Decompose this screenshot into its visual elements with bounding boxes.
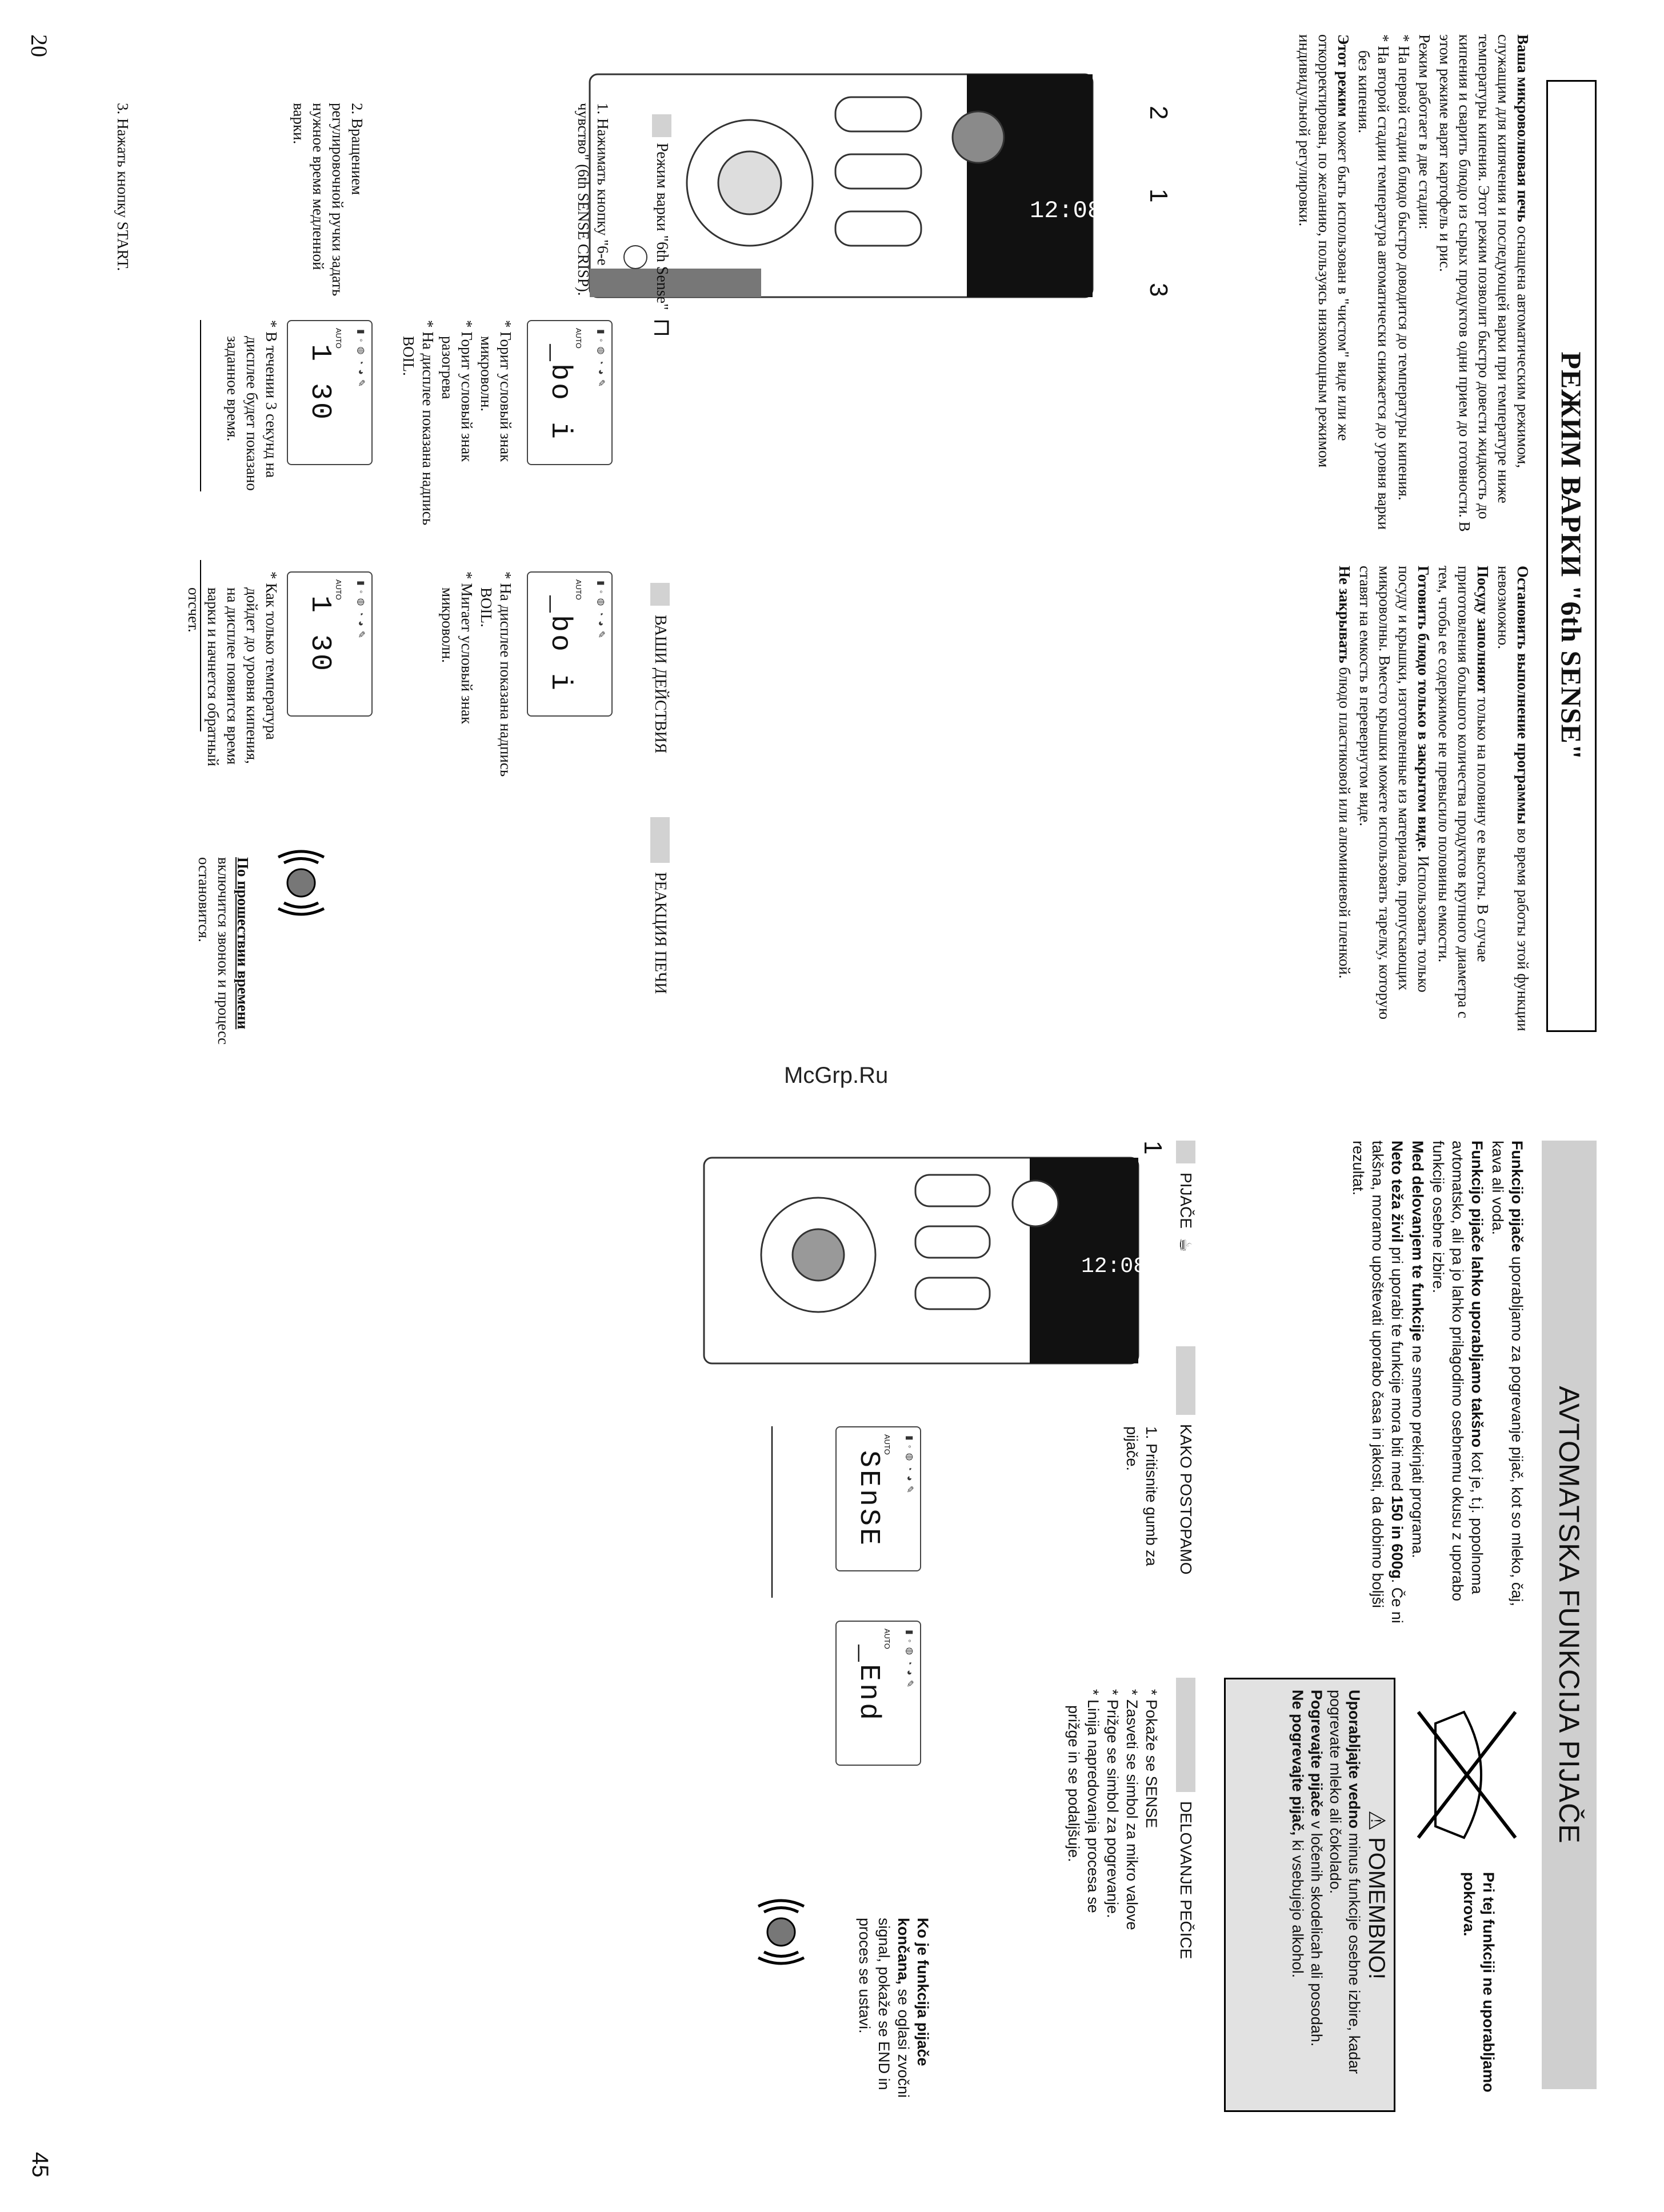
oven-display: 12:08 xyxy=(1030,197,1102,225)
page-right xyxy=(0,1106,1664,2212)
intro-text: Ваша микроволновая печь оснащена автоматическим режимом, служащим для кипячения и последующей варки при температуре ниже температуры кипения. Этот режим позволит быстро довести жидкость до кипения и сварить блюдо из сырых продуктов одни прием до готовности. В этом режиме варят картофель и рис. Режим работает в две стадии: * На первой стадии блюдо быстро доводится до температуры кипения. * На второй стадии температура автоматически снижается до уровня варки без кипения. Этот режим может быть использован в "чистом" виде или же откорректирован, по желанию, пользуясь низкомощным режимом индивидульной регулировки. xyxy=(1296,34,1531,532)
stop-button xyxy=(624,246,647,269)
final-note: По прошествии времени включится звонок и процесс остановится. xyxy=(195,857,251,1045)
no-cover-note: Pri tej funkciji ne uporabljamo pokrova. xyxy=(1461,1872,1497,2093)
oven-control-panel xyxy=(690,1141,1161,1415)
step-1: 1. Pritisnite gumb za pijače. xyxy=(1123,1426,1160,1566)
step-1: 1. Нажимать кнопку "6-е чувство" (6th SENSE CRISP). xyxy=(575,103,611,296)
drinks-button xyxy=(793,1229,844,1281)
lcd-display: ▮◦◍◔◕✎ AUTO _bo i xyxy=(527,571,613,717)
header-oven: DELOVANJE PEČICE xyxy=(1176,1678,1195,1959)
mode-label: Режим варки "6th Sense" ⊓ xyxy=(649,114,675,337)
page-title: РЕЖИМ ВАРКИ "6th SENSE" xyxy=(1546,80,1597,1032)
important-box: ⚠ POMEMBNO! Uporabljajte vedno minus funkcije osebne izbire, kadar pogrevate mleko ali čokolado. Pogrevajte pijače v ločenih skodelicah ali posodah. Ne pogrevajte pijač, ki vsebujejo alkohol. xyxy=(1224,1678,1395,2112)
beep-icon xyxy=(264,846,338,920)
notes-text: Остановить выполнение программы во время работы этой функции невозможно. Посуду заполняют только на половину ее высоты. В случае приготовления большого количества продуктов крупного диаметра с тем, чтобы ее содержимое не превысило половины емкости. Готовить блюдо только в закрытом виде. Использовать только посуду и крышки, изготовленные из материалов, пропускающих микроволны. Вместо крышки можете использовать тарелку, которую ставят на емкость в перевернутом виде. Не закрывать блюдо пластиковой или алюминиевой пленкой. xyxy=(1336,566,1531,1031)
dial-icon xyxy=(953,111,1004,163)
callout-3: 3 xyxy=(1145,283,1173,297)
header-how: KAKO POSTOPAMO xyxy=(1176,1346,1195,1574)
cup-icon: ☕ xyxy=(1177,1238,1195,1253)
oven-display: 12:08 xyxy=(1081,1254,1147,1279)
oven-panel-drawing xyxy=(693,1141,1161,1415)
reaction-3: * На дисплее показана надпись BOIL. * Мигает условый знак микроволн. xyxy=(439,571,514,777)
header-actions: ВАШИ ДЕЙСТВИЯ xyxy=(650,583,670,753)
lcd-display: ▮◦◍◔◕✎ AUTO 1 30 xyxy=(287,571,373,717)
callout-2: 2 xyxy=(1145,106,1173,120)
callout-1: 1 xyxy=(1139,1141,1167,1155)
dial-icon xyxy=(1013,1181,1058,1226)
reaction-list: * Pokaže se SENSE * Zasveti se simbol za mikro valove * Prižge se simbol za pogrevanje. * Linija napredovanja procesa se prižge in se podaljšuje. xyxy=(1065,1689,1160,1930)
divider xyxy=(200,320,201,491)
step-2: 2. Вращением регулировочной ручки задать нужное время медленной варки. xyxy=(290,103,366,297)
page-number: 20 xyxy=(26,34,52,57)
lcd-display: ▮◦◍◔◕✎ AUTO _End xyxy=(835,1621,921,1766)
pot-icon: ⊓ xyxy=(649,318,675,338)
reaction-1: * Горит условый знак микроволн. * Горит условый знак разогрева * На дисплее показана надпись BOIL. xyxy=(400,320,514,526)
crisp-button xyxy=(835,154,921,189)
step-3: 3. Нажать кнопку START. xyxy=(114,103,131,271)
beep-icon xyxy=(744,1895,818,1969)
grill-button xyxy=(835,97,921,131)
lcd-display: ▮◦◍◔◕✎ AUTO SEnSE xyxy=(835,1426,921,1571)
intro-text: Funkcijo pijače uporabljamo za pogrevanje pijač, kot so mleko, čaj, kava ali voda. Funkcijo pijače lahko uporabljamo takšno kot je, t.j. popolnoma avtomatsko, ali pa jo lahko prilagodimo osebnemu okusu z uporabo funkcije osebne izbire. Med delovanjem te funkcije ne smemo prekinjati programa. Neto teža živil pri uporabi te funkcije mora biti med 150 in 600g. Če ni takšna, moramo upoštevati uporabo časa in jakosti, da dobimo boljši rezultat. xyxy=(1350,1141,1526,1623)
start-zone xyxy=(590,269,761,297)
header-reaction: РЕАКЦИЯ ПЕЧИ xyxy=(650,817,670,994)
no-cover-icon xyxy=(1407,1689,1533,1861)
header-drinks: PIJAČE ☕ xyxy=(1176,1141,1195,1252)
lcd-display: ▮◦◍◔◕✎ AUTO 1 30 xyxy=(287,320,373,465)
page-number: 45 xyxy=(27,2152,53,2178)
oven-display-panel xyxy=(967,74,1093,297)
callout-1: 1 xyxy=(1145,189,1173,203)
divider xyxy=(771,1426,773,1598)
lcd-display: ▮◦◍◔◕✎ AUTO _bo i xyxy=(527,320,613,465)
page-title: AVTOMATSKA FUNKCIJA PIJAČE xyxy=(1542,1141,1597,2089)
watermark: McGrp.Ru xyxy=(784,1063,889,1088)
power-button xyxy=(835,211,921,246)
reaction-4: * Как только температура дойдет до уровня кипения, на дисплее появится время варки и начнется обратный отсчет. xyxy=(185,571,280,766)
end-note: Ko je funkcija pijače končana, se oglasi zvočni signal, pokaže se END in proces se ustavi. xyxy=(856,1918,931,2098)
reaction-2: * В течении 3 секунд на дисплее будет показано заданное время. xyxy=(224,320,280,491)
